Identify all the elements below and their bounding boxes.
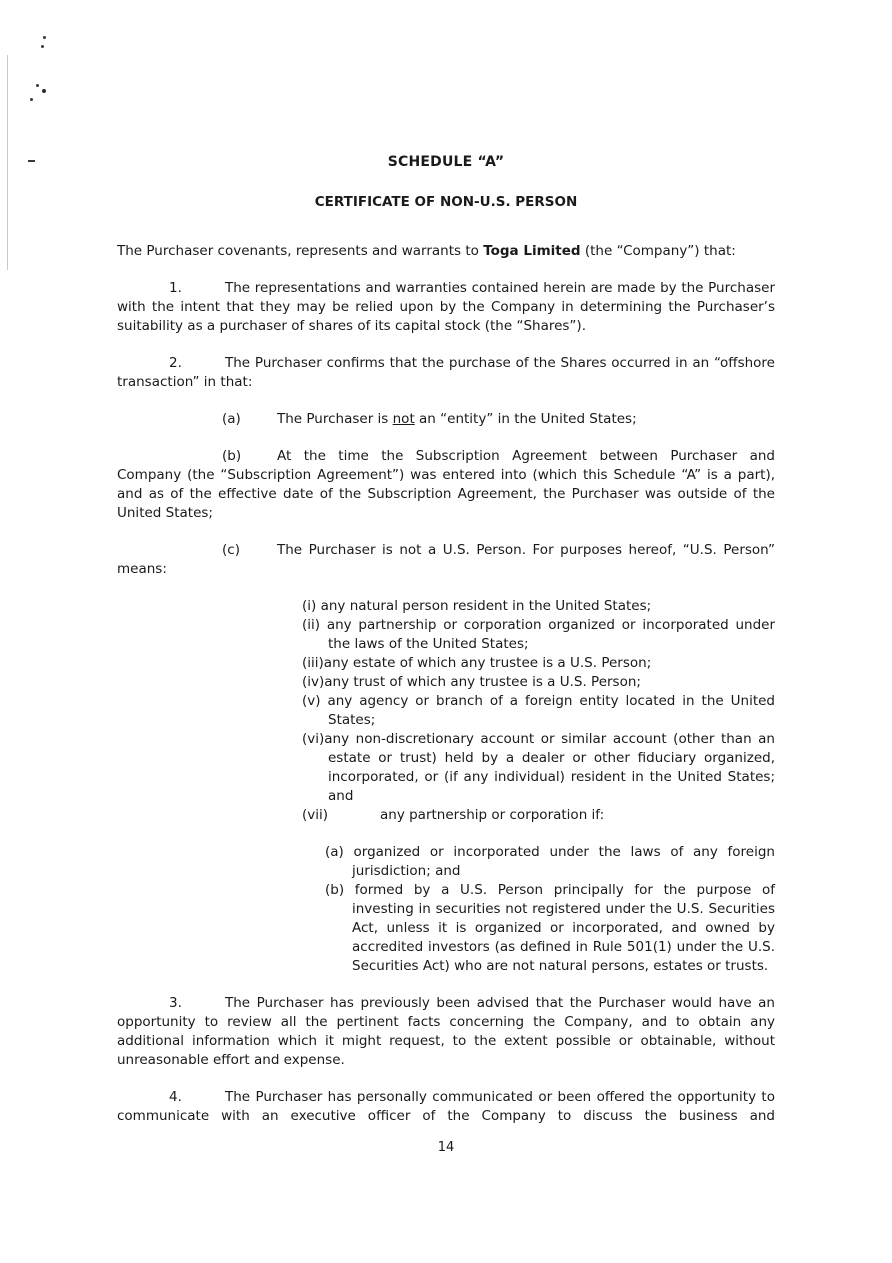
sub-item-a-text: organized or incorporated under the laws of any foreign jurisdiction; and xyxy=(352,844,775,879)
document-subtitle: CERTIFICATE OF NON-U.S. PERSON xyxy=(314,194,578,210)
paragraph-4 xyxy=(117,1088,775,1126)
item-b xyxy=(117,447,775,523)
item-a xyxy=(117,410,775,429)
paragraph-4-number: 4. xyxy=(169,1089,182,1105)
intro-text-post: (the “Company”) that: xyxy=(580,243,736,259)
intro-text-pre: The Purchaser covenants, represents and warrants to xyxy=(117,243,484,259)
sub-item-b xyxy=(325,881,775,976)
roman-item-vii xyxy=(302,806,775,825)
paragraph-2 xyxy=(117,354,775,392)
page-number: 14 xyxy=(437,1140,455,1155)
roman-item-v xyxy=(302,692,775,730)
scan-artifact-dot xyxy=(36,84,39,87)
scan-artifact-dash xyxy=(28,160,35,162)
roman-item-vi-marker: (vi) xyxy=(302,731,325,747)
paragraph-3 xyxy=(117,994,775,1070)
item-a-marker: (a) xyxy=(222,411,241,427)
company-name: Toga Limited xyxy=(483,243,581,259)
roman-item-v-text: any agency or branch of a foreign entity located in the United States; xyxy=(327,693,775,728)
roman-item-vi-text: any non-discretionary account or similar account (other than an estate or trust) held by a dealer or other fiduciary organized, incorporated, or (if any individual) resident in the United States; and xyxy=(324,731,775,804)
roman-item-i xyxy=(302,597,775,616)
item-b-marker: (b) xyxy=(222,448,242,464)
paragraph-1-text: The representations and warranties contained herein are made by the Purchaser with the intent that they may be relied upon by the Company in determining the Purchaser’s suitability as a purchaser of shares of its capital stock (the “Shares”). xyxy=(117,280,775,334)
scan-artifact-dot xyxy=(43,36,46,39)
roman-item-iii xyxy=(302,654,775,673)
item-c-marker: (c) xyxy=(222,542,240,558)
roman-item-iv xyxy=(302,673,775,692)
corporation-conditions-list xyxy=(325,843,775,976)
roman-item-ii xyxy=(302,616,775,654)
scan-artifact-dot xyxy=(30,98,33,101)
paragraph-3-number: 3. xyxy=(169,995,182,1011)
intro-paragraph xyxy=(117,242,775,261)
scan-artifact-dot xyxy=(42,89,46,93)
sub-item-b-marker: (b) xyxy=(325,882,345,898)
item-a-text-post: an “entity” in the United States; xyxy=(414,411,637,427)
roman-item-i-marker: (i) xyxy=(302,598,317,614)
roman-item-vii-text: any partnership or corporation if: xyxy=(380,807,605,823)
sub-item-a xyxy=(325,843,775,881)
item-a-underlined-word: not xyxy=(392,411,415,427)
sub-item-a-marker: (a) xyxy=(325,844,344,860)
paragraph-2-number: 2. xyxy=(169,355,182,371)
paragraph-4-text: The Purchaser has personally communicated or been offered the opportunity to communicate with an executive officer of the Company to discuss the business and xyxy=(117,1089,775,1124)
scan-artifact-dot xyxy=(41,45,44,48)
roman-item-ii-marker: (ii) xyxy=(302,617,321,633)
paragraph-1 xyxy=(117,279,775,336)
item-c-text: The Purchaser is not a U.S. Person. For purposes hereof, “U.S. Person” means: xyxy=(117,542,775,577)
scan-artifact-line xyxy=(7,55,8,270)
roman-item-iii-marker: (iii) xyxy=(302,655,324,671)
item-c xyxy=(117,541,775,579)
item-b-text: At the time the Subscription Agreement between Purchaser and Company (the “Subscription Agreement”) was entered into (which this Schedule “A” is a part), and as of the effective date of the Subscription Agreement, the Purchaser was outside of the United States; xyxy=(117,448,775,521)
roman-item-iii-text: any estate of which any trustee is a U.S. Person; xyxy=(323,655,652,671)
roman-item-v-marker: (v) xyxy=(302,693,321,709)
document-title: SCHEDULE “A” xyxy=(387,154,505,170)
roman-item-ii-text: any partnership or corporation organized or incorporated under the laws of the United States; xyxy=(326,617,775,652)
roman-item-iv-text: any trust of which any trustee is a U.S. Person; xyxy=(324,674,641,690)
paragraph-1-number: 1. xyxy=(169,280,182,296)
paragraph-3-text: The Purchaser has previously been advised that the Purchaser would have an opportunity to review all the pertinent facts concerning the Company, and to obtain any additional information which it might request, to the extent possible or obtainable, without unreasonable effort and expense. xyxy=(117,995,775,1068)
roman-item-iv-marker: (iv) xyxy=(302,674,325,690)
us-person-definition-list xyxy=(302,597,775,825)
paragraph-2-text: The Purchaser confirms that the purchase of the Shares occurred in an “offshore transaction” in that: xyxy=(117,355,775,390)
item-a-text-pre: The Purchaser is xyxy=(277,411,393,427)
roman-item-vii-marker: (vii) xyxy=(302,807,329,823)
sub-item-b-text: formed by a U.S. Person principally for the purpose of investing in securities not registered under the U.S. Securities Act, unless it is organized or incorporated, and owned by accredited investors (as defined in Rule 501(1) under the U.S. Securities Act) who are not natural persons, estates or trusts. xyxy=(352,882,775,974)
roman-item-vi xyxy=(302,730,775,806)
roman-item-i-text: any natural person resident in the United States; xyxy=(320,598,652,614)
